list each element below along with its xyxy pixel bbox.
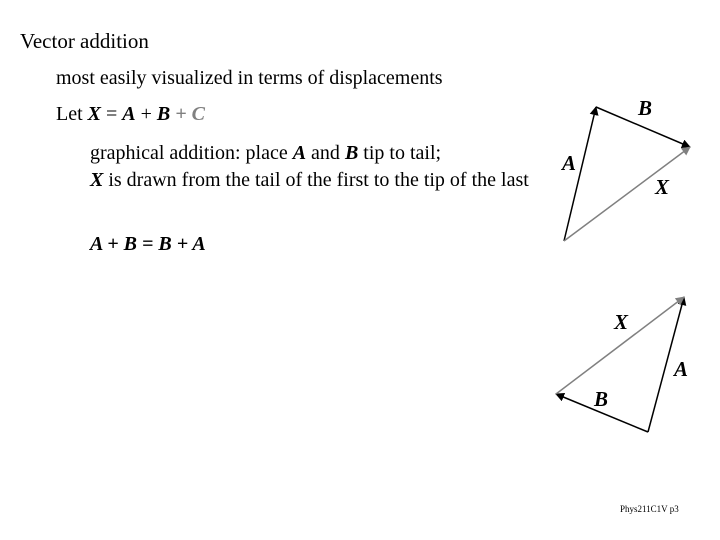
graphical-a: A bbox=[292, 142, 307, 164]
eq-a: A bbox=[122, 103, 136, 125]
diagram2-label-b: B bbox=[594, 387, 609, 411]
diagram1-label-b: B bbox=[638, 96, 653, 120]
eq-plus-1: + bbox=[135, 103, 157, 125]
graphical-and: and bbox=[306, 142, 345, 164]
eq-x: X bbox=[87, 103, 101, 125]
graphical-text-3: is drawn from the tail of the first to the tip of the last bbox=[103, 169, 529, 191]
diagram-b-plus-a bbox=[556, 297, 688, 432]
slide-title: Vector addition bbox=[20, 29, 149, 53]
eq-b: B bbox=[156, 103, 171, 125]
graphical-b: B bbox=[344, 142, 359, 164]
diagram-a-plus-b bbox=[560, 96, 690, 241]
diagram1-label-a: A bbox=[562, 151, 577, 175]
graphical-x: X bbox=[90, 169, 104, 191]
eq-c: C bbox=[191, 103, 205, 125]
diagram2-label-x: X bbox=[614, 310, 629, 334]
eq-plus-2: + bbox=[170, 103, 192, 125]
diagram1-label-x: X bbox=[655, 175, 670, 199]
graphical-text-1: graphical addition: place bbox=[90, 142, 293, 164]
slide-footer: Phys211C1V p3 bbox=[620, 504, 679, 514]
diagram2-label-a: A bbox=[674, 357, 689, 381]
graphical-text-2: tip to tail; bbox=[358, 142, 442, 164]
sub-bullet-commutative: A + B = B + A bbox=[90, 233, 206, 255]
bullet-displacements: most easily visualized in terms of displacements bbox=[56, 67, 443, 89]
let-prefix: Let bbox=[56, 103, 88, 125]
eq-equals: = bbox=[101, 103, 123, 125]
